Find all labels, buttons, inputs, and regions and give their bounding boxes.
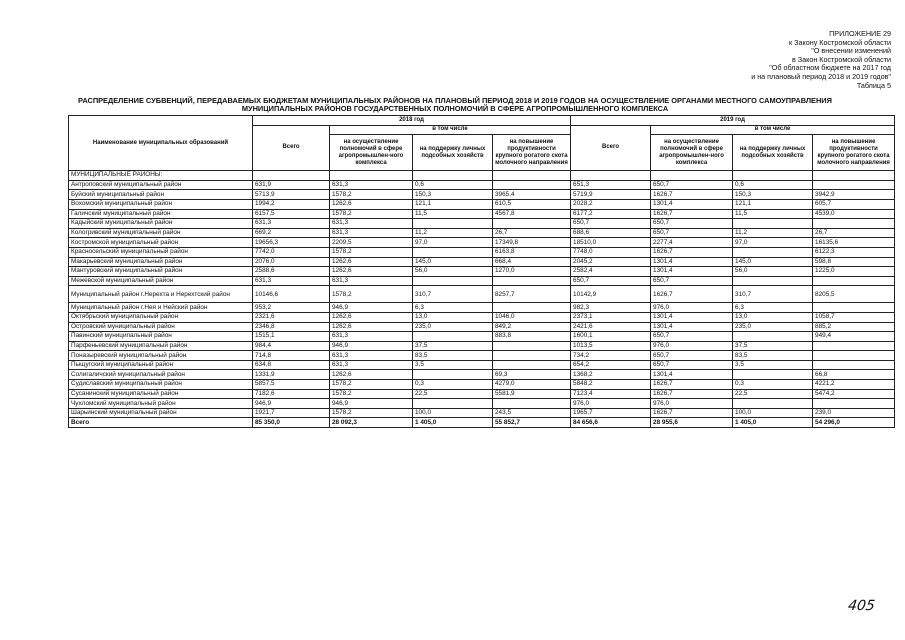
value-cell: 650,7 xyxy=(571,219,651,229)
value-cell xyxy=(733,276,813,286)
value-cell: 1270,0 xyxy=(493,267,571,277)
value-cell: 650,7 xyxy=(651,180,733,190)
value-cell xyxy=(813,180,895,190)
value-cell: 150,3 xyxy=(733,190,813,200)
value-cell: 688,6 xyxy=(571,228,651,238)
value-cell: 1013,5 xyxy=(571,341,651,351)
value-cell: 150,3 xyxy=(413,190,493,200)
value-cell: 69,3 xyxy=(493,370,571,380)
year-header-2018: 2018 год xyxy=(253,116,571,126)
value-cell: 714,8 xyxy=(253,351,330,361)
value-cell: 22,5 xyxy=(733,389,813,399)
district-name: Межевской муниципальный район xyxy=(69,276,253,286)
value-cell: 1225,0 xyxy=(813,267,895,277)
value-cell: 650,7 xyxy=(651,360,733,370)
value-cell: 0,3 xyxy=(733,380,813,390)
value-cell: 1965,7 xyxy=(571,408,651,418)
table-row xyxy=(69,341,895,351)
value-cell: 634,8 xyxy=(253,360,330,370)
value-cell: 1578,2 xyxy=(330,247,413,257)
value-cell: 13,0 xyxy=(733,312,813,322)
table-row xyxy=(69,190,895,200)
district-name: Галичский муниципальный район xyxy=(69,209,253,219)
district-name: Буйский муниципальный район xyxy=(69,190,253,200)
value-cell: 976,0 xyxy=(651,303,733,313)
value-cell: 2076,0 xyxy=(253,257,330,267)
value-cell: 650,7 xyxy=(651,219,733,229)
value-cell xyxy=(413,332,493,342)
title-line-2: МУНИЦИПАЛЬНЫХ РАЙОНОВ ГОСУДАРСТВЕННЫХ ПОЛНОМОЧИЙ В СФЕРЕ АГРОПРОМЫШЛЕННОГО КОМПЛЕКСА xyxy=(241,104,669,114)
value-cell: 2346,8 xyxy=(253,322,330,332)
value-cell: 97,0 xyxy=(413,238,493,248)
value-cell: 2028,2 xyxy=(571,199,651,209)
value-cell: 1600,1 xyxy=(571,332,651,342)
value-cell xyxy=(813,219,895,229)
table-row xyxy=(69,380,895,390)
value-cell: 3965,4 xyxy=(493,190,571,200)
table-row xyxy=(69,219,895,229)
appendix-line: в Закон Костромской области xyxy=(791,54,891,64)
value-cell: 610,5 xyxy=(493,199,571,209)
including-header-2019: в том числе xyxy=(651,125,895,135)
district-name: Макарьевский муниципальный район xyxy=(69,257,253,267)
including-header-2018: в том числе xyxy=(330,125,571,135)
value-cell: 3942,9 xyxy=(813,190,895,200)
table-row xyxy=(69,303,895,313)
district-name: Поназыревский муниципальный район xyxy=(69,351,253,361)
table-row xyxy=(69,389,895,399)
value-cell: 976,0 xyxy=(651,399,733,409)
value-cell: 668,4 xyxy=(493,257,571,267)
district-name: Красносельский муниципальный район xyxy=(69,247,253,257)
value-cell: 84 656,6 xyxy=(571,418,651,428)
value-cell: 37,5 xyxy=(413,341,493,351)
value-cell: 26,7 xyxy=(813,228,895,238)
district-name: Островский муниципальный район xyxy=(69,322,253,332)
value-cell: 56,0 xyxy=(733,267,813,277)
appendix-line: и на плановый период 2018 и 2019 годов" xyxy=(751,71,891,81)
year-header-2019: 2019 год xyxy=(571,116,895,126)
value-cell: 55 852,7 xyxy=(493,418,571,428)
value-cell: 1626,7 xyxy=(651,408,733,418)
district-name: Шарьинский муниципальный район xyxy=(69,408,253,418)
value-cell xyxy=(813,399,895,409)
value-cell: 631,3 xyxy=(330,219,413,229)
value-cell: 100,0 xyxy=(733,408,813,418)
value-cell: 631,9 xyxy=(253,180,330,190)
value-cell: 17349,8 xyxy=(493,238,571,248)
agro-header-2018: на осуществление полномочий в сфере агропромышлен-ного комплекса xyxy=(330,135,413,171)
table-row xyxy=(69,276,895,286)
value-cell: 7748,0 xyxy=(571,247,651,257)
value-cell: 849,2 xyxy=(493,322,571,332)
value-cell: 100,0 xyxy=(413,408,493,418)
value-cell xyxy=(733,399,813,409)
appendix-line: "Об областном бюджете на 2017 год xyxy=(769,63,891,73)
value-cell: 1262,6 xyxy=(330,322,413,332)
table-row xyxy=(69,351,895,361)
personal-header-2019: на поддержку личных подсобных хозяйств xyxy=(733,135,813,171)
value-cell: 10142,9 xyxy=(571,286,651,303)
value-cell: 6163,8 xyxy=(493,247,571,257)
district-name: Кадыйский муниципальный район xyxy=(69,219,253,229)
district-name: Муниципальный район г.Нея и Нейский район xyxy=(69,303,253,313)
value-cell: 97,0 xyxy=(733,238,813,248)
value-cell: 946,9 xyxy=(330,303,413,313)
section-label: МУНИЦИПАЛЬНЫЕ РАЙОНЫ: xyxy=(69,171,253,181)
table-row xyxy=(69,312,895,322)
value-cell: 5848,2 xyxy=(571,380,651,390)
value-cell: 1 405,0 xyxy=(733,418,813,428)
value-cell xyxy=(733,247,813,257)
district-name: Вохомский муниципальный район xyxy=(69,199,253,209)
value-cell: 650,7 xyxy=(651,351,733,361)
appendix-line: к Закону Костромской области xyxy=(789,37,891,47)
value-cell: 310,7 xyxy=(733,286,813,303)
value-cell: 883,8 xyxy=(493,332,571,342)
value-cell: 243,5 xyxy=(493,408,571,418)
value-cell: 1578,2 xyxy=(330,389,413,399)
value-cell: 1058,7 xyxy=(813,312,895,322)
value-cell xyxy=(413,399,493,409)
value-cell: 28 092,3 xyxy=(330,418,413,428)
value-cell xyxy=(493,180,571,190)
value-cell xyxy=(813,303,895,313)
district-name: Судиславский муниципальный район xyxy=(69,380,253,390)
value-cell xyxy=(413,219,493,229)
value-cell: 19656,3 xyxy=(253,238,330,248)
page-number: 405 xyxy=(846,598,876,614)
agro-header-2019: на осуществление полномочий в сфере агропромышлен-ного комплекса xyxy=(651,135,733,171)
appendix-line: "О внесении изменений xyxy=(811,46,891,56)
value-cell: 598,8 xyxy=(813,257,895,267)
value-cell: 1262,6 xyxy=(330,370,413,380)
title-line-1: РАСПРЕДЕЛЕНИЕ СУБВЕНЦИЙ, ПЕРЕДАВАЕМЫХ БЮДЖЕТАМ МУНИЦИПАЛЬНЫХ РАЙОНОВ НА ПЛАНОВЫЙ ПЕРИОД 2018 И 2019 ГОДОВ НА ОСУЩЕСТВЛЕНИЕ ОРГАНАМИ МЕСТНОГО САМОУПРАВЛЕНИЯ xyxy=(78,96,832,105)
table-row xyxy=(69,408,895,418)
value-cell: 1626,7 xyxy=(651,190,733,200)
district-name: Чухломский муниципальный район xyxy=(69,399,253,409)
total-row xyxy=(69,418,895,428)
table-row xyxy=(69,228,895,238)
dairy-header-2018: на повышение продуктивности крупного рогатого скота молочного направления xyxy=(493,135,571,171)
value-cell: 5713,9 xyxy=(253,190,330,200)
value-cell: 1301,4 xyxy=(651,199,733,209)
value-cell: 631,3 xyxy=(330,180,413,190)
value-cell: 651,3 xyxy=(571,180,651,190)
value-cell: 631,3 xyxy=(330,276,413,286)
value-cell xyxy=(733,219,813,229)
value-cell: 1262,6 xyxy=(330,267,413,277)
value-cell: 631,3 xyxy=(253,219,330,229)
district-name: Мантуровский муниципальный район xyxy=(69,267,253,277)
appendix-line: Таблица 5 xyxy=(856,80,891,90)
value-cell: 953,2 xyxy=(253,303,330,313)
value-cell xyxy=(493,341,571,351)
table-row xyxy=(69,209,895,219)
value-cell: 2045,2 xyxy=(571,257,651,267)
value-cell: 1626,7 xyxy=(651,286,733,303)
document-title xyxy=(70,97,840,114)
district-name: Октябрьский муниципальный район xyxy=(69,312,253,322)
value-cell: 654,2 xyxy=(571,360,651,370)
value-cell: 66,8 xyxy=(813,370,895,380)
value-cell: 1921,7 xyxy=(253,408,330,418)
value-cell: 631,3 xyxy=(330,228,413,238)
value-cell xyxy=(813,351,895,361)
value-cell: 54 296,0 xyxy=(813,418,895,428)
value-cell xyxy=(413,276,493,286)
district-name: Муниципальный район г.Нерехта и Нерехтский район xyxy=(69,286,253,303)
value-cell xyxy=(813,276,895,286)
value-cell: 2209,5 xyxy=(330,238,413,248)
value-cell: 7182,6 xyxy=(253,389,330,399)
value-cell: 976,0 xyxy=(571,399,651,409)
value-cell: 1578,2 xyxy=(330,190,413,200)
value-cell: 10146,6 xyxy=(253,286,330,303)
value-cell: 982,3 xyxy=(571,303,651,313)
value-cell: 2421,6 xyxy=(571,322,651,332)
total-header-2018: Всего xyxy=(253,125,330,171)
value-cell: 734,2 xyxy=(571,351,651,361)
value-cell: 1626,7 xyxy=(651,380,733,390)
table-row xyxy=(69,399,895,409)
table-row xyxy=(69,286,895,303)
value-cell: 7742,0 xyxy=(253,247,330,257)
value-cell: 4279,0 xyxy=(493,380,571,390)
value-cell: 85 350,0 xyxy=(253,418,330,428)
value-cell: 946,9 xyxy=(330,341,413,351)
value-cell: 1301,4 xyxy=(651,267,733,277)
district-name: Антроповский муниципальный район xyxy=(69,180,253,190)
value-cell: 1301,4 xyxy=(651,322,733,332)
value-cell: 650,7 xyxy=(651,276,733,286)
appendix-header xyxy=(751,30,891,90)
value-cell: 1331,9 xyxy=(253,370,330,380)
value-cell: 2321,6 xyxy=(253,312,330,322)
value-cell: 1626,7 xyxy=(651,389,733,399)
value-cell: 2582,4 xyxy=(571,267,651,277)
value-cell: 1578,2 xyxy=(330,209,413,219)
value-cell: 16135,6 xyxy=(813,238,895,248)
value-cell: 11,5 xyxy=(733,209,813,219)
value-cell: 26,7 xyxy=(493,228,571,238)
value-cell: 8257,7 xyxy=(493,286,571,303)
district-name: Пыщугский муниципальный район xyxy=(69,360,253,370)
value-cell: 0,6 xyxy=(413,180,493,190)
value-cell: 145,0 xyxy=(413,257,493,267)
value-cell: 946,9 xyxy=(253,399,330,409)
value-cell: 1994,2 xyxy=(253,199,330,209)
value-cell: 6,3 xyxy=(413,303,493,313)
district-name: Костромской муниципальный район xyxy=(69,238,253,248)
value-cell: 3,5 xyxy=(413,360,493,370)
value-cell: 8205,5 xyxy=(813,286,895,303)
value-cell: 1626,7 xyxy=(651,247,733,257)
value-cell xyxy=(813,341,895,351)
value-cell: 239,0 xyxy=(813,408,895,418)
value-cell: 631,3 xyxy=(330,360,413,370)
value-cell: 1 405,0 xyxy=(413,418,493,428)
table-row xyxy=(69,322,895,332)
value-cell: 631,3 xyxy=(330,351,413,361)
personal-header-2018: на поддержку личных подсобных хозяйств xyxy=(413,135,493,171)
value-cell: 235,0 xyxy=(733,322,813,332)
table-row xyxy=(69,360,895,370)
district-name: Солигаличский муниципальный район xyxy=(69,370,253,380)
value-cell: 11,2 xyxy=(413,228,493,238)
value-cell xyxy=(733,332,813,342)
value-cell: 11,2 xyxy=(733,228,813,238)
value-cell: 650,7 xyxy=(651,332,733,342)
value-cell: 949,4 xyxy=(813,332,895,342)
table-row xyxy=(69,238,895,248)
total-header-2019: Всего xyxy=(571,125,651,171)
value-cell: 121,1 xyxy=(413,199,493,209)
value-cell xyxy=(493,303,571,313)
value-cell: 83,5 xyxy=(413,351,493,361)
value-cell: 1578,2 xyxy=(330,408,413,418)
value-cell: 1368,2 xyxy=(571,370,651,380)
value-cell: 6157,5 xyxy=(253,209,330,219)
value-cell: 1578,2 xyxy=(330,380,413,390)
value-cell: 669,2 xyxy=(253,228,330,238)
value-cell: 6177,2 xyxy=(571,209,651,219)
value-cell: 3,5 xyxy=(733,360,813,370)
value-cell: 5719,9 xyxy=(571,190,651,200)
value-cell: 976,0 xyxy=(651,341,733,351)
district-name: Сусанинский муниципальный район xyxy=(69,389,253,399)
value-cell xyxy=(493,399,571,409)
table-row xyxy=(69,199,895,209)
value-cell: 2588,6 xyxy=(253,267,330,277)
value-cell: 605,7 xyxy=(813,199,895,209)
value-cell: 5581,9 xyxy=(493,389,571,399)
value-cell: 18510,0 xyxy=(571,238,651,248)
value-cell: 56,0 xyxy=(413,267,493,277)
district-name: Павинский муниципальный район xyxy=(69,332,253,342)
value-cell: 0,6 xyxy=(733,180,813,190)
value-cell: 121,1 xyxy=(733,199,813,209)
district-name: Всего xyxy=(69,418,253,428)
value-cell xyxy=(413,247,493,257)
value-cell: 1262,6 xyxy=(330,312,413,322)
value-cell: 37,5 xyxy=(733,341,813,351)
name-header: Наименование муниципальных образований xyxy=(69,116,253,171)
value-cell: 11,5 xyxy=(413,209,493,219)
value-cell: 946,9 xyxy=(330,399,413,409)
value-cell xyxy=(493,219,571,229)
value-cell xyxy=(493,360,571,370)
table-row xyxy=(69,247,895,257)
value-cell: 1046,0 xyxy=(493,312,571,322)
value-cell: 22,5 xyxy=(413,389,493,399)
value-cell: 650,7 xyxy=(571,276,651,286)
value-cell: 631,3 xyxy=(330,332,413,342)
value-cell xyxy=(493,351,571,361)
value-cell xyxy=(413,370,493,380)
value-cell: 28 955,6 xyxy=(651,418,733,428)
value-cell: 83,5 xyxy=(733,351,813,361)
value-cell: 631,3 xyxy=(253,276,330,286)
table-row xyxy=(69,370,895,380)
value-cell: 4567,8 xyxy=(493,209,571,219)
value-cell: 6122,3 xyxy=(813,247,895,257)
value-cell: 1301,4 xyxy=(651,312,733,322)
value-cell: 2373,1 xyxy=(571,312,651,322)
value-cell: 5857,5 xyxy=(253,380,330,390)
value-cell: 310,7 xyxy=(413,286,493,303)
dairy-header-2019: на повышение продуктивности крупного рогатого скота молочного направления xyxy=(813,135,895,171)
value-cell: 885,2 xyxy=(813,322,895,332)
value-cell: 1515,1 xyxy=(253,332,330,342)
value-cell: 6,3 xyxy=(733,303,813,313)
appendix-line: ПРИЛОЖЕНИЕ 29 xyxy=(829,29,891,38)
value-cell: 2277,4 xyxy=(651,238,733,248)
table-row xyxy=(69,332,895,342)
value-cell xyxy=(733,370,813,380)
value-cell: 984,4 xyxy=(253,341,330,351)
value-cell: 4539,0 xyxy=(813,209,895,219)
value-cell: 1301,4 xyxy=(651,370,733,380)
subsidy-table xyxy=(68,115,895,428)
value-cell xyxy=(493,276,571,286)
value-cell: 1578,2 xyxy=(330,286,413,303)
value-cell: 13,0 xyxy=(413,312,493,322)
value-cell: 1301,4 xyxy=(651,257,733,267)
value-cell: 235,0 xyxy=(413,322,493,332)
value-cell: 145,0 xyxy=(733,257,813,267)
value-cell: 7123,4 xyxy=(571,389,651,399)
value-cell xyxy=(813,360,895,370)
value-cell: 1626,7 xyxy=(651,209,733,219)
value-cell: 0,3 xyxy=(413,380,493,390)
table-row xyxy=(69,267,895,277)
value-cell: 5474,2 xyxy=(813,389,895,399)
value-cell: 1262,6 xyxy=(330,199,413,209)
value-cell: 1262,6 xyxy=(330,257,413,267)
table-row xyxy=(69,257,895,267)
value-cell: 650,7 xyxy=(651,228,733,238)
district-name: Парфеньевский муниципальный район xyxy=(69,341,253,351)
table-row xyxy=(69,180,895,190)
district-name: Кологривский муниципальный район xyxy=(69,228,253,238)
value-cell: 4221,2 xyxy=(813,380,895,390)
